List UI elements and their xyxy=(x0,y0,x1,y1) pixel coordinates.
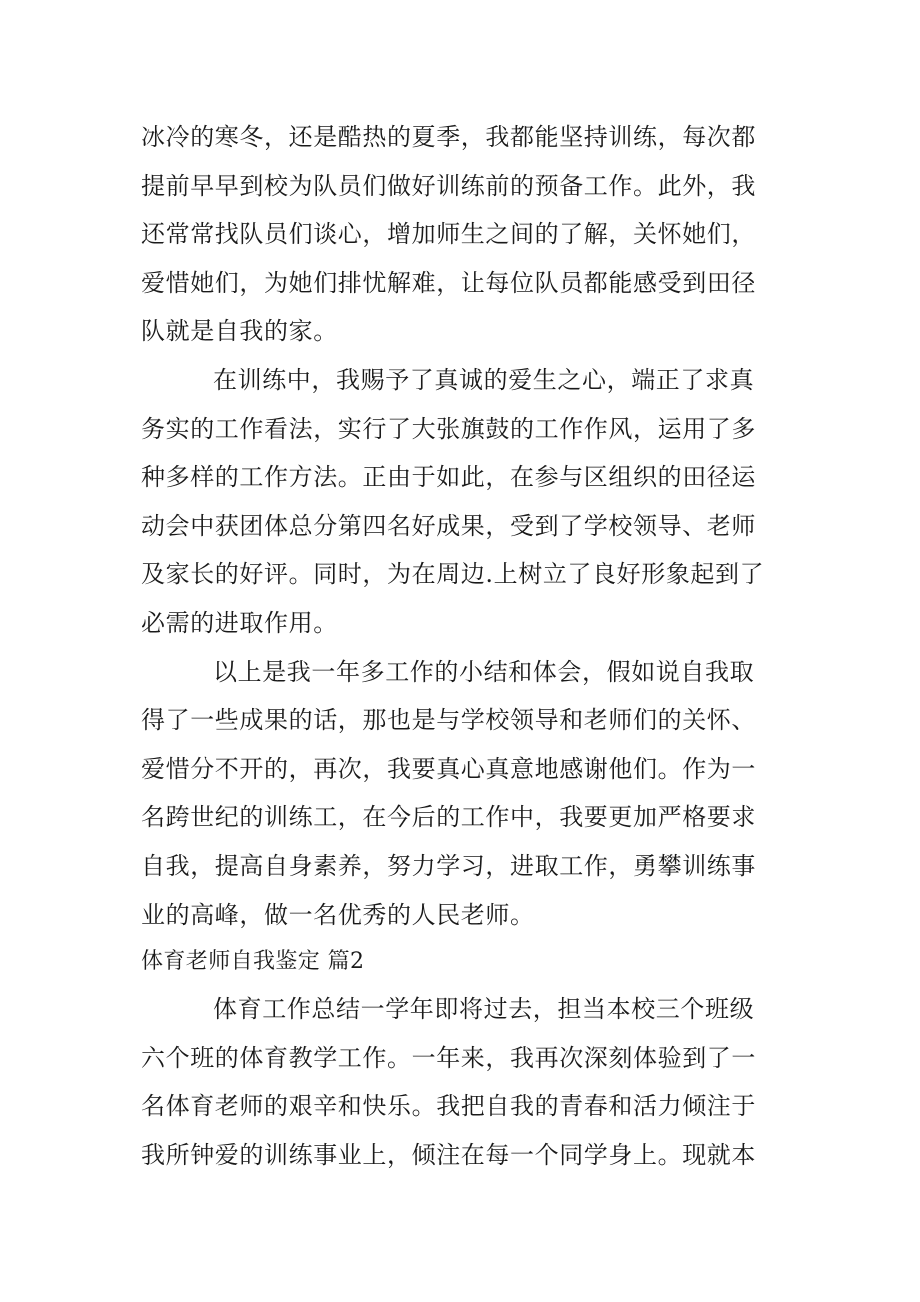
text-line: 在训练中，我赐予了真诚的爱生之心，端正了求真 xyxy=(213,365,755,394)
text-line: 必需的进取作用。 xyxy=(141,608,338,637)
text-line: 以上是我一年多工作的小结和体会，假如说自我取 xyxy=(213,657,755,686)
text-line: 体育工作总结一学年即将过去，担当本校三个班级 xyxy=(213,995,755,1024)
text-line: 名跨世纪的训练工，在今后的工作中，我要更加严格要求 xyxy=(141,803,756,832)
text-line: 种多样的工作方法。正由于如此，在参与区组织的田径运 xyxy=(141,463,756,492)
text-line: 及家长的好评。同时，为在周边.上树立了良好形象起到了 xyxy=(141,560,765,589)
text-line: 得了一些成果的话，那也是与学校领导和老师们的关怀、 xyxy=(141,706,756,735)
text-line: 自我，提高自身素养，努力学习，进取工作，勇攀训练事 xyxy=(141,851,756,880)
text-line: 还常常找队员们谈心，增加师生之间的了解，关怀她们， xyxy=(141,220,756,249)
section-heading: 体育老师自我鉴定 篇2 xyxy=(141,949,365,975)
document-page xyxy=(141,113,781,1179)
paragraph-3 xyxy=(141,648,781,940)
text-line: 爱惜分不开的，再次，我要真心真意地感谢他们。作为一 xyxy=(141,754,756,783)
paragraph-2 xyxy=(141,356,781,648)
paragraph-1 xyxy=(141,113,781,356)
text-line: 动会中获团体总分第四名好成果，受到了学校领导、老师 xyxy=(141,511,756,540)
text-line: 务实的工作看法，实行了大张旗鼓的工作作风，运用了多 xyxy=(141,414,756,443)
text-line: 提前早早到校为队员们做好训练前的预备工作。此外，我 xyxy=(141,171,756,200)
text-line: 我所钟爱的训练事业上，倾注在每一个同学身上。现就本 xyxy=(141,1140,756,1169)
text-line: 六个班的体育教学工作。一年来，我再次深刻体验到了一 xyxy=(141,1043,756,1072)
text-line: 爱惜她们，为她们排忧解难，让每位队员都能感受到田径 xyxy=(141,268,756,297)
text-line: 冰冷的寒冬，还是酷热的夏季，我都能坚持训练，每次都 xyxy=(141,123,756,151)
text-line: 队就是自我的家。 xyxy=(141,317,338,346)
text-line: 名体育老师的艰辛和快乐。我把自我的青春和活力倾注于 xyxy=(141,1092,756,1121)
paragraph-4 xyxy=(141,985,781,1179)
text-line: 业的高峰，做一名优秀的人民老师。 xyxy=(141,900,535,929)
